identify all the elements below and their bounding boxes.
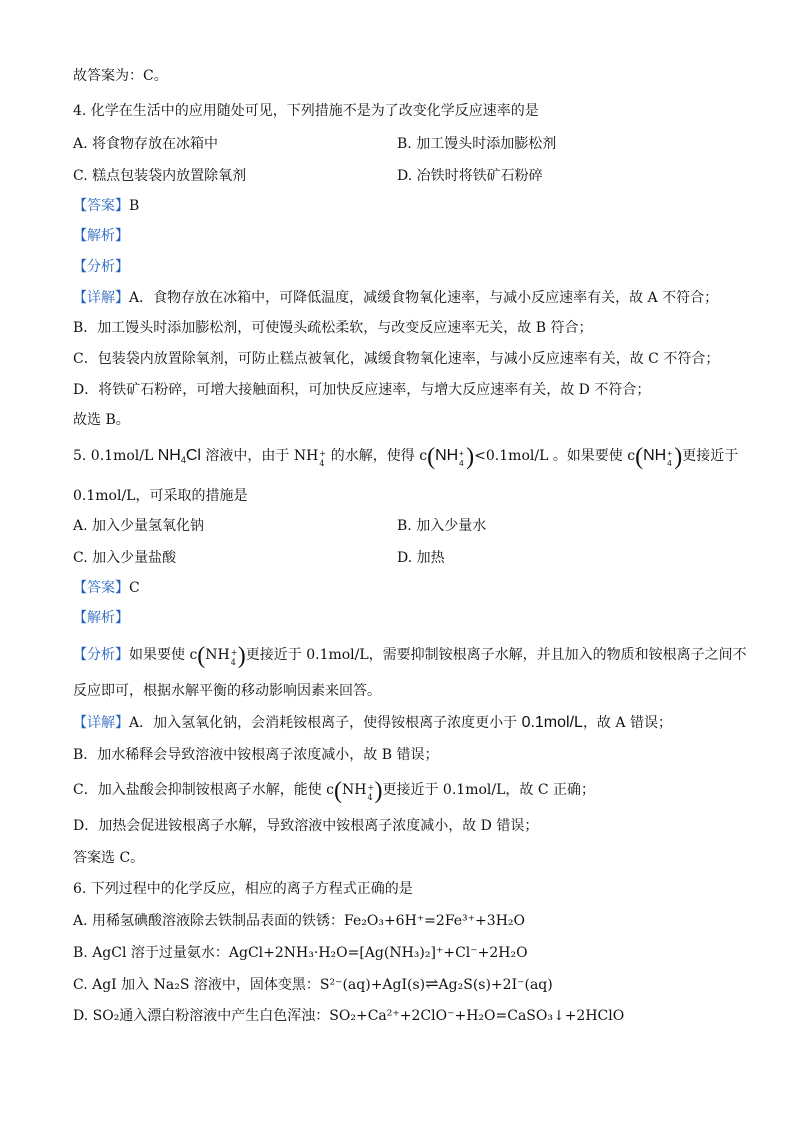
q4-conclusion: 故选 B。 — [73, 412, 130, 428]
q5-detail-a — [73, 713, 672, 733]
q4-answer-tag: 【答案】 — [73, 198, 129, 214]
q5-fenxi-tag: 【分析】 — [73, 647, 129, 663]
q4-option-b: B. 加工馒头时添加膨松剂 — [397, 136, 557, 152]
q6-option-c-left: C. AgI 加入 Na₂S 溶液中，固体变黑：S²⁻(aq)+AgI(s) — [73, 977, 426, 993]
q5-stem-line1: 5. 0.1mol/L $NH_4Cl$ 溶液中，由于 NH + 4 的水解，使得 c(NH + 4 )<0.1mol/L 。如果要使 c(NH + 4 )更接近于 — [73, 444, 739, 470]
q4-detail-d: D．将铁矿石粉碎，可增大接触面积，可加快反应速率，与增大反应速率有关，故 D 不符合； — [73, 382, 651, 398]
q5-detail-a-value: 0.1mol/L — [521, 714, 583, 731]
q4-jiexi-tag: 【解析】 — [73, 228, 129, 244]
q5-option-d: D. 加热 — [397, 550, 445, 566]
q4-detail-tag: 【详解】 — [73, 290, 129, 306]
q5-ion-1: NH + 4 — [435, 447, 464, 468]
q6-stem: 6. 下列过程中的化学反应，相应的离子方程式正确的是 — [73, 881, 413, 897]
q5-ion-4: NH + 4 — [342, 782, 375, 802]
q5-ion-3: NH + 4 — [205, 647, 238, 667]
q5-fenxi-line1: 【分析】如果要使 c(NH + 4 )更接近于 0.1mol/L，需要抑制铵根离子水解，并且加入的物质和铵根离子之间不 — [73, 643, 747, 669]
q5-detail-c-text: C．加入盐酸会抑制铵根离子水解，能使 c — [73, 782, 335, 798]
q5-stem-e: 更接近于 — [682, 448, 739, 464]
q6-option-d: D. SO₂通入漂白粉溶液中产生白色浑浊：SO₂+Ca²⁺+2ClO⁻+H₂O=CaSO₃↓+2HClO — [73, 1008, 625, 1024]
q5-fenxi-line2: 反应即可，根据水解平衡的移动影响因素来回答。 — [73, 683, 381, 699]
q5-detail-a-text: A．加入氢氧化钠，会消耗铵根离子，使得铵根离子浓度更小于 — [129, 715, 522, 731]
q4-detail-c: C．包装袋内放置除氧剂，可防止糕点被氧化，减缓食物氧化速率，与减小反应速率有关，故 C 不符合； — [73, 351, 720, 367]
equilibrium-arrow-icon: ⇌ — [425, 974, 439, 993]
q4-option-c: C. 糕点包装袋内放置除氧剂 — [73, 168, 247, 184]
q5-detail-c: C．加入盐酸会抑制铵根离子水解，能使 c(NH + 4 )更接近于 0.1mol/L，故 C 正确； — [73, 778, 596, 804]
q5-answer-tag: 【答案】 — [73, 580, 129, 596]
q5-fenxi-a: 如果要使 c — [129, 647, 198, 663]
q4-detail-a-text: A．食物存放在冰箱中，可降低温度，减缓食物氧化速率，与减小反应速率有关，故 A 不符合； — [129, 290, 719, 306]
q5-answer-value: C — [129, 580, 140, 596]
q4-answer-line — [73, 196, 139, 216]
q4-answer-value: B — [129, 198, 140, 214]
q5-stem-line2: 0.1mol/L，可采取的措施是 — [73, 488, 248, 504]
q6-option-c-right: Ag₂S(s)+2I⁻(aq) — [438, 977, 553, 993]
q5-answer-line — [73, 578, 140, 598]
q4-fenxi-tag: 【分析】 — [73, 259, 129, 275]
q5-detail-a-end: ，故 A 错误； — [582, 715, 672, 731]
q5-jiexi-tag: 【解析】 — [73, 610, 129, 626]
q5-salt: $NH_4Cl$ — [157, 447, 201, 465]
q6-option-b: B. AgCl 溶于过量氨水：AgCl+2NH₃·H₂O=[Ag(NH₃)₂]⁺+Cl⁻+2H₂O — [73, 945, 528, 961]
q4-option-a: A. 将食物存放在冰箱中 — [73, 136, 219, 152]
q6-option-a: A. 用稀氢碘酸溶液除去铁制品表面的铁锈：Fe₂O₃+6H⁺=2Fe³⁺+3H₂O — [73, 913, 525, 929]
q5-detail-d: D．加热会促进铵根离子水解，导致溶液中铵根离子浓度减小，故 D 错误； — [73, 818, 539, 834]
q5-detail-c-end: 更接近于 0.1mol/L，故 C 正确； — [382, 782, 596, 798]
q5-fenxi-b: 更接近于 0.1mol/L，需要抑制铵根离子水解，并且加入的物质和铵根离子之间不 — [245, 647, 747, 663]
q5-stem-a: 5. 0.1mol/L — [73, 448, 158, 464]
q5-conclusion: 答案选 C。 — [73, 850, 145, 866]
q5-option-c: C. 加入少量盐酸 — [73, 550, 177, 566]
q5-stem-c: 的水解，使得 c — [326, 448, 428, 464]
q4-stem: 4. 化学在生活中的应用随处可见，下列措施不是为了改变化学反应速率的是 — [73, 103, 539, 119]
q5-detail-tag: 【详解】 — [73, 715, 129, 731]
q4-detail-a — [73, 288, 718, 308]
q5-detail-b: B．加水稀释会导致溶液中铵根离子浓度减小，故 B 错误； — [73, 747, 439, 763]
q5-ion-2: NH + 4 — [643, 447, 672, 468]
q5-ion-script: + 4 — [319, 449, 327, 468]
q4-detail-b: B．加工馒头时添加膨松剂，可使馒头疏松柔软，与改变反应速率无关，故 B 符合； — [73, 320, 593, 336]
q5-stem-b: 溶液中，由于 NH — [200, 448, 319, 464]
q5-stem-d: <0.1mol/L 。如果要使 c — [474, 448, 636, 464]
q5-option-a: A. 加入少量氢氧化钠 — [73, 518, 205, 534]
q4-option-d: D. 冶铁时将铁矿石粉碎 — [397, 168, 543, 184]
q5-option-b: B. 加入少量水 — [397, 518, 487, 534]
q6-option-c — [73, 974, 553, 995]
previous-answer: 故答案为：C。 — [73, 68, 168, 84]
